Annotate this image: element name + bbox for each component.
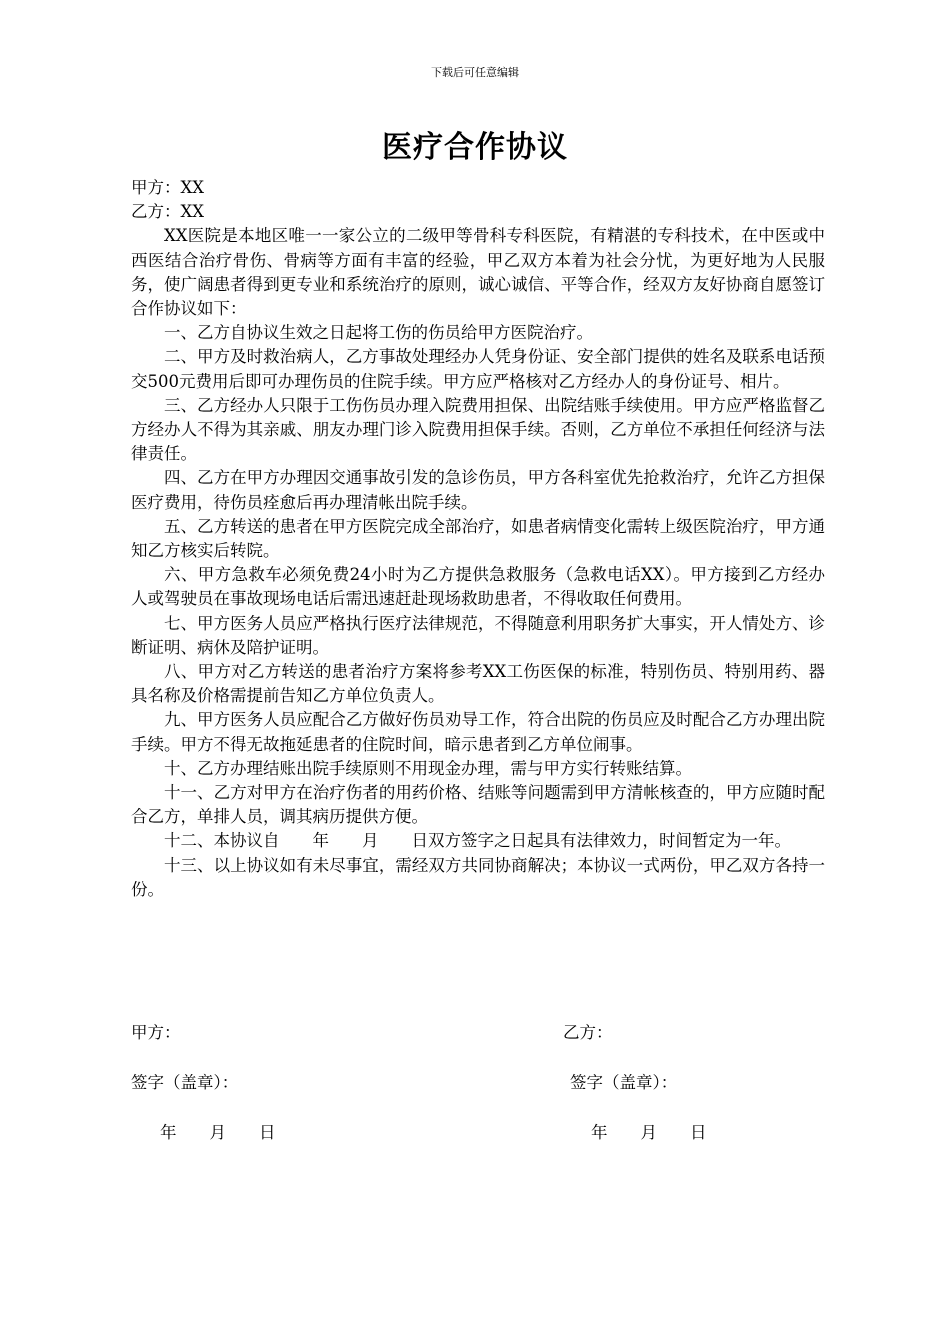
- clause-4: 四、乙方在甲方办理因交通事故引发的急诊伤员，甲方各科室优先抢救治疗，允许乙方担保医疗费用，待伤员痊愈后再办理清帐出院手续。: [131, 468, 825, 512]
- party-b-date: 年 月 日: [591, 1123, 707, 1142]
- party-a-date: 年 月 日: [160, 1123, 276, 1142]
- party-a-seal-label: 签字（盖章）：: [131, 1073, 239, 1092]
- clause-9: 九、甲方医务人员应配合乙方做好伤员劝导工作，符合出院的伤员应及时配合乙方办理出院手续。甲方不得无故拖延患者的住院时间，暗示患者到乙方单位闹事。: [131, 710, 825, 754]
- party-b-sign-label: 乙方：: [563, 1023, 613, 1042]
- clause-1: 一、乙方自协议生效之日起将工伤的伤员给甲方医院治疗。: [164, 323, 593, 343]
- agreement-body: [131, 176, 825, 902]
- intro-paragraph: XX医院是本地区唯一一家公立的二级甲等骨科专科医院，有精湛的专科技术，在中医或中西医结合治疗骨伤、骨病等方面有丰富的经验，甲乙双方本着为社会分忧，为更好地为人民服务，使广阔患者得到更专业和系统治疗的原则，诚心诚信、平等合作，经双方友好协商自愿签订合作协议如下：: [131, 226, 825, 319]
- clause-12: 十二、本协议自 年 月 日双方签字之日起具有法律效力，时间暂定为一年。: [164, 831, 791, 851]
- clause-2: 二、甲方及时救治病人，乙方事故处理经办人凭身份证、安全部门提供的姓名及联系电话预交500元费用后即可办理伤员的住院手续。甲方应严格核对乙方经办人的身份证号、相片。: [131, 347, 825, 391]
- clause-3: 三、乙方经办人只限于工伤伤员办理入院费用担保、出院结账手续使用。甲方应严格监督乙方经办人不得为其亲戚、朋友办理门诊入院费用担保手续。否则，乙方单位不承担任何经济与法律责任。: [131, 395, 825, 464]
- clause-8: 八、甲方对乙方转送的患者治疗方案将参考XX工伤医保的标准，特别伤员、特别用药、器具名称及价格需提前告知乙方单位负责人。: [131, 662, 825, 706]
- header-note: 下载后可任意编辑: [431, 66, 519, 79]
- clause-6: 六、甲方急救车必须免费24小时为乙方提供急救服务（急救电话XX）。甲方接到乙方经办人或驾驶员在事故现场电话后需迅速赶赴现场救助患者，不得收取任何费用。: [131, 565, 825, 609]
- clause-5: 五、乙方转送的患者在甲方医院完成全部治疗，如患者病情变化需转上级医院治疗，甲方通知乙方核实后转院。: [131, 516, 825, 561]
- party-a-line: 甲方：XX: [131, 178, 204, 197]
- clause-10: 十、乙方办理结账出院手续原则不用现金办理，需与甲方实行转账结算。: [164, 758, 692, 778]
- clause-13: 十三、以上协议如有未尽事宜，需经双方共同协商解决；本协议一式两份，甲乙双方各持一份。: [131, 855, 825, 899]
- party-a-sign-label: 甲方：: [131, 1023, 181, 1042]
- document-title: 医疗合作协议: [382, 130, 568, 165]
- party-b-seal-label: 签字（盖章）：: [570, 1073, 678, 1092]
- clause-11: 十一、乙方对甲方在治疗伤者的用药价格、结账等问题需到甲方清帐核查的，甲方应随时配合乙方，单排人员，调其病历提供方便。: [131, 783, 825, 827]
- party-b-line: 乙方：XX: [131, 202, 204, 222]
- clause-7: 七、甲方医务人员应严格执行医疗法律规范，不得随意利用职务扩大事实，开人情处方、诊断证明、病休及陪护证明。: [131, 613, 825, 657]
